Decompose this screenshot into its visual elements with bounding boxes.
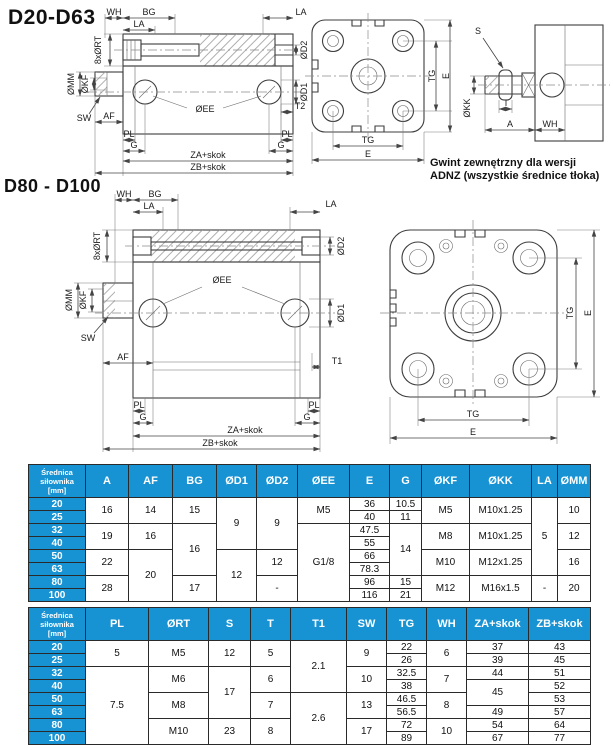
dim-label-t: T — [503, 98, 509, 108]
dim-label-d2: ØD2 — [336, 236, 346, 256]
table-cell: 12 — [558, 524, 591, 550]
row-header: 25 — [29, 511, 86, 524]
table-cell: 37 — [467, 641, 529, 654]
dim-label-rt: 8xØRT — [93, 35, 103, 65]
table-cell: M12x1.25 — [470, 550, 532, 576]
dim-label-t1: T1 — [331, 356, 343, 366]
rod-plate-section — [125, 230, 335, 262]
column-header: ZB+skok — [529, 608, 591, 641]
dim-label-pl-left: PL — [133, 400, 145, 410]
table-cell: 51 — [529, 667, 591, 680]
column-header: S — [209, 608, 251, 641]
table-cell: 8 — [427, 693, 467, 719]
dim-label-wh: WH — [116, 189, 132, 199]
dim-label-tg-right: TG — [427, 69, 437, 83]
dimensions-table-2-grid — [28, 607, 591, 745]
table-cell: 49 — [467, 706, 529, 719]
table-cell: 64 — [529, 719, 591, 732]
row-header: 40 — [29, 680, 86, 693]
row-header: 63 — [29, 706, 86, 719]
column-header: ØKF — [422, 465, 470, 498]
table-cell: 36 — [350, 498, 390, 511]
column-header-line: [mm] — [47, 628, 67, 638]
column-header-line: siłownika — [40, 619, 74, 629]
dim-label-e-right: E — [441, 72, 451, 80]
drawing-d20-side-section — [50, 4, 310, 180]
dim-label-bg: BG — [142, 7, 156, 17]
table-cell: 10 — [558, 498, 591, 524]
dim-label-zb: ZB+skok — [190, 162, 226, 172]
row-header: 80 — [29, 576, 86, 589]
table-cell: 5 — [86, 641, 149, 667]
section-title-d80-d100: D80 - D100 — [4, 176, 102, 196]
table-cell: 66 — [350, 550, 390, 563]
column-header: ØEE — [298, 465, 350, 498]
column-header-line: [mm] — [47, 485, 67, 495]
column-header: ØD2 — [257, 465, 298, 498]
drawing-d20-front-view — [300, 8, 455, 168]
table-cell: 20 — [129, 550, 173, 602]
column-header: ØMM — [558, 465, 591, 498]
dim-label-g-right: G — [277, 140, 285, 150]
dim-label-af: AF — [117, 352, 129, 362]
center-thread-hole — [380, 220, 568, 407]
table-cell: 2.1 — [291, 641, 347, 693]
table-cell: 53 — [529, 693, 591, 706]
column-header: E — [350, 465, 390, 498]
table-cell: 72 — [387, 719, 427, 732]
drawing-thread-detail — [460, 8, 614, 158]
column-header: TG — [387, 608, 427, 641]
dim-label-g-left: G — [130, 140, 138, 150]
dim-label-ee: ØEE — [212, 275, 232, 285]
dim-label-wh: WH — [106, 7, 122, 17]
dim-label-pl-right: PL — [281, 129, 293, 139]
column-header: SW — [347, 608, 387, 641]
table-cell: 14 — [390, 524, 422, 576]
table-cell: 14 — [129, 498, 173, 524]
row-header: 100 — [29, 732, 86, 745]
column-header: ØKK — [470, 465, 532, 498]
table-cell: 43 — [529, 641, 591, 654]
dim-label-pl-left: PL — [123, 129, 135, 139]
row-header: 20 — [29, 641, 86, 654]
table-cell: M10x1.25 — [470, 524, 532, 550]
table-cell: 67 — [467, 732, 529, 745]
column-header: T1 — [291, 608, 347, 641]
dimension-labels — [467, 307, 593, 437]
table-cell: M5 — [422, 498, 470, 524]
section-title-d20-d63: D20-D63 — [8, 6, 96, 29]
dim-label-e-right: E — [583, 309, 593, 317]
dim-label-la-left: LA — [143, 201, 155, 211]
table-cell: 17 — [173, 576, 217, 602]
column-header: BG — [173, 465, 217, 498]
table-cell: 38 — [387, 680, 427, 693]
table-cell: 45 — [529, 654, 591, 667]
drawing-d80-front-view — [350, 210, 614, 460]
table-cell: 11 — [390, 511, 422, 524]
table-cell: 12 — [217, 550, 257, 602]
piston-rod-section — [114, 34, 300, 66]
row-header: 32 — [29, 524, 86, 537]
table-cell: 8 — [251, 719, 291, 745]
table-cell: 17 — [209, 667, 251, 719]
dim-label-d1: ØD1 — [299, 82, 309, 102]
table-cell: M16x1.5 — [470, 576, 532, 602]
table-cell: 5 — [251, 641, 291, 667]
table-cell: 57 — [529, 706, 591, 719]
table-cell: M6 — [149, 667, 209, 693]
table-cell: 15 — [173, 498, 217, 524]
table-cell: 10 — [427, 719, 467, 745]
table-cell: 16 — [173, 524, 217, 576]
row-header: 20 — [29, 498, 86, 511]
table-cell: 7 — [427, 667, 467, 693]
table-cell: 39 — [467, 654, 529, 667]
dim-label-d2: ØD2 — [299, 40, 309, 60]
table-cell: 116 — [350, 589, 390, 602]
column-header-diameter — [29, 465, 86, 498]
table-cell: 45 — [467, 680, 529, 706]
table-cell: 96 — [350, 576, 390, 589]
table-cell: 10 — [347, 667, 387, 693]
dim-label-tg-bottom: TG — [466, 409, 480, 419]
dim-label-e-bottom: E — [469, 427, 477, 437]
column-header-diameter — [29, 608, 86, 641]
table-cell: 6 — [251, 667, 291, 693]
table-cell: 44 — [467, 667, 529, 680]
dimensions-table-1 — [28, 464, 591, 602]
row-header: 25 — [29, 654, 86, 667]
column-header: ZA+skok — [467, 608, 529, 641]
row-header: 63 — [29, 563, 86, 576]
table-cell: 23 — [209, 719, 251, 745]
column-header: WH — [427, 608, 467, 641]
dim-label-kk: ØKK — [462, 98, 472, 118]
dim-label-pl-right: PL — [308, 400, 320, 410]
dimensions-table-1-grid — [28, 464, 591, 602]
table-cell: M5 — [298, 498, 350, 524]
center-thread-hole — [305, 13, 431, 139]
table-cell: 22 — [387, 641, 427, 654]
dimension-lines — [312, 20, 452, 164]
dim-label-za: ZA+skok — [227, 425, 263, 435]
dim-label-s: S — [474, 26, 482, 36]
row-header: 100 — [29, 589, 86, 602]
table-cell: 16 — [86, 498, 129, 524]
dim-label-a: A — [506, 119, 514, 129]
column-header: PL — [86, 608, 149, 641]
row-header: 32 — [29, 667, 86, 680]
dim-label-la-right: LA — [325, 199, 337, 209]
column-header: LA — [532, 465, 558, 498]
table-cell: - — [257, 576, 298, 602]
table-cell: 40 — [350, 511, 390, 524]
dimensions-table-2 — [28, 607, 591, 745]
table-cell: M10 — [149, 719, 209, 745]
table-cell: M8 — [149, 693, 209, 719]
row-header: 40 — [29, 537, 86, 550]
column-header-line: Średnica — [41, 610, 73, 620]
column-header: G — [390, 465, 422, 498]
table-cell: 52 — [529, 680, 591, 693]
cylinder-body — [88, 66, 302, 134]
table-cell: M10 — [422, 550, 470, 576]
dim-label-e-bottom: E — [364, 149, 372, 159]
dim-label-za: ZA+skok — [190, 150, 226, 160]
end-cap-body — [390, 230, 557, 397]
table-cell: M8 — [422, 524, 470, 550]
table-cell: 17 — [347, 719, 387, 745]
column-header: T — [251, 608, 291, 641]
table-cell: 5 — [532, 498, 558, 576]
dim-label-la-right: LA — [295, 7, 307, 17]
dim-label-sw: SW — [76, 113, 92, 123]
dim-label-la-left: LA — [133, 19, 145, 29]
table-cell: 10.5 — [390, 498, 422, 511]
column-header-line: siłownika — [40, 476, 74, 486]
dim-label-tg-bottom: TG — [361, 135, 375, 145]
drawing-d80-side-section — [50, 183, 350, 461]
table-cell: 55 — [350, 537, 390, 550]
table-cell: 15 — [390, 576, 422, 589]
table-cell: 78.3 — [350, 563, 390, 576]
table-cell: 32.5 — [387, 667, 427, 680]
dim-label-bg: BG — [148, 189, 162, 199]
table-cell: 89 — [387, 732, 427, 745]
dim-label-t2: T2 — [294, 101, 306, 111]
column-header: ØD1 — [217, 465, 257, 498]
table-cell: 9 — [217, 498, 257, 550]
table-cell: 77 — [529, 732, 591, 745]
table-cell: 19 — [86, 524, 129, 550]
dimension-lines — [390, 230, 600, 444]
table-cell: 16 — [558, 550, 591, 576]
table-cell: M10x1.25 — [470, 498, 532, 524]
row-header: 50 — [29, 550, 86, 563]
column-header-line: Średnica — [41, 467, 73, 477]
table-cell: 7.5 — [86, 667, 149, 745]
dim-label-g-right: G — [303, 412, 311, 422]
dim-label-kf: ØKF — [78, 290, 88, 310]
table-cell: - — [532, 576, 558, 602]
column-header: ØRT — [149, 608, 209, 641]
table-cell: M5 — [149, 641, 209, 667]
table-cell: 16 — [129, 524, 173, 550]
table-cell: 7 — [251, 693, 291, 719]
table-cell: M12 — [422, 576, 470, 602]
table-cell: 26 — [387, 654, 427, 667]
column-header: AF — [129, 465, 173, 498]
dim-label-mm: ØMM — [66, 73, 76, 95]
dim-label-tg-right: TG — [565, 306, 575, 320]
thread-note — [430, 157, 614, 183]
table-cell: 13 — [347, 693, 387, 719]
table-cell: 9 — [257, 498, 298, 550]
dim-label-kf: ØKF — [80, 74, 90, 94]
column-header: A — [86, 465, 129, 498]
dim-label-wh: WH — [542, 119, 558, 129]
table-cell: 21 — [390, 589, 422, 602]
threaded-rod-end — [478, 70, 610, 100]
table-cell: 9 — [347, 641, 387, 667]
table-cell: 56.5 — [387, 706, 427, 719]
row-header: 50 — [29, 693, 86, 706]
table-cell: 2.6 — [291, 693, 347, 745]
dim-label-af: AF — [103, 111, 115, 121]
thread-note-line1: Gwint zewnętrzny dla wersji — [430, 157, 577, 169]
table-cell: 6 — [427, 641, 467, 667]
table-cell: 47.5 — [350, 524, 390, 537]
dim-label-sw: SW — [80, 333, 96, 343]
table-cell: 22 — [86, 550, 129, 576]
dim-label-d1: ØD1 — [336, 303, 346, 323]
table-cell: 12 — [257, 550, 298, 576]
table-cell: 20 — [558, 576, 591, 602]
mounting-holes — [402, 240, 545, 388]
dim-label-zb: ZB+skok — [202, 438, 238, 448]
table-cell: 54 — [467, 719, 529, 732]
table-cell: G1/8 — [298, 524, 350, 602]
table-cell: 28 — [86, 576, 129, 602]
thread-note-line2: ADNZ (wszystkie średnice tłoka) — [430, 170, 600, 183]
dim-label-ee: ØEE — [195, 104, 215, 114]
dim-label-rt: 8xØRT — [92, 231, 102, 261]
dim-label-g-left: G — [139, 412, 147, 422]
table-cell: 46.5 — [387, 693, 427, 706]
row-header: 80 — [29, 719, 86, 732]
dim-label-mm: ØMM — [64, 289, 74, 311]
table-cell: 12 — [209, 641, 251, 667]
